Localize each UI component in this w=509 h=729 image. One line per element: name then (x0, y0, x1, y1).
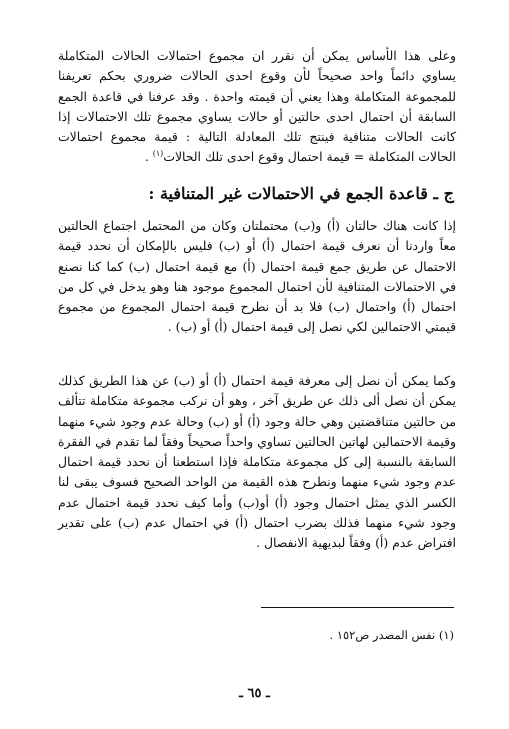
paragraph-non-exclusive-intro (58, 216, 456, 338)
paragraph-text (58, 46, 456, 168)
footnote: (١) نفس المصدر ص١٥٢ . (329, 628, 454, 642)
paragraph-end: . (144, 149, 153, 165)
paragraph-text: إذا كانت هناك حالتان (أ) و(ب) محتملتان وكان من المحتمل اجتماع الحالتين معاً واردنا أن نعرف قيمة احتمال (أ) أو (ب) فليس بالإمكان أن نحدد قيمة الاحتمال عن طريق جمع قيمة احتمال (أ) مع قيمة احتمال (ب) كما كنا نصنع في الاحتمالات المتنافية لأن احتمال المجموع موجود هنا وهو يدخل في كل من احتمال (أ) واحتمال (ب) فلا بد أن نطرح قيمة احتمال المجموع من مجموع قيمتي الاحتمالين لكي نصل إلى قيمة احتمال (أ) أو (ب) . (58, 218, 456, 335)
paragraph-body: وعلى هذا الأساس يمكن أن نقرر ان مجموع احتمالات الحالات المتكاملة يساوي دائماً واحد صحيحاً لأن وقوع احدى الحالات ضروري بحكم تعريفنا للمجموعة المتكاملة وهذا يعني أن قيمته واحدة . وقد عرفنا في قاعدة الجمع السابقة أن احتمال احدى حالتين أو حالات يساوي مجموع تلك الاحتمالات إذا كانت الحالات متنافية فينتج تلك المعادلة التالية : قيمة مجموع احتمالات الحالات المتكاملة = قيمة احتمال وقوع احدى تلك الحالات (58, 48, 456, 165)
footnote-separator (261, 607, 454, 608)
footnote-reference: (١) (152, 149, 164, 159)
section-heading: ج ـ قاعدة الجمع في الاحتمالات غير المتنافية : (148, 184, 454, 203)
paragraph-complementary-events (58, 46, 456, 168)
paragraph-text: وكما يمكن أن نصل إلى معرفة قيمة احتمال (أ) أو (ب) عن هذا الطريق كذلك يمكن أن نصل ألى ذلك عن طريق آخر ، وهو أن نركب مجموعة متكاملة تتألف من حالتين متناقضتين وهي حالة وجود (أ) أو (ب) وحالة عدم وجود شيء منهما وقيمة الاحتمالين لهاتين الحالتين تساوي واحداً صحيحاً وفقاً لما تقدم في الفقرة السابقة بالنسبة إلى كل مجموعة متكاملة فإذا استطعنا أن نحدد قيمة احتمال عدم وجود شيء منهما ونطرح هذه القيمة من الواحد الصحيح فسوف يبقى لنا الكسر الذي يمثل احتمال وجود (أ) أو(ب) وأما كيف نحدد قيمة احتمال عدم وجود شيء منهما فذلك بضرب احتمال (أ) في احتمال عدم (ب) على تقدير افتراض عدم (أ) وفقاً لبديهية الانفصال . (58, 373, 456, 551)
page-number: ـ ٦٥ ـ (239, 686, 270, 701)
paragraph-alternative-method (58, 371, 456, 554)
